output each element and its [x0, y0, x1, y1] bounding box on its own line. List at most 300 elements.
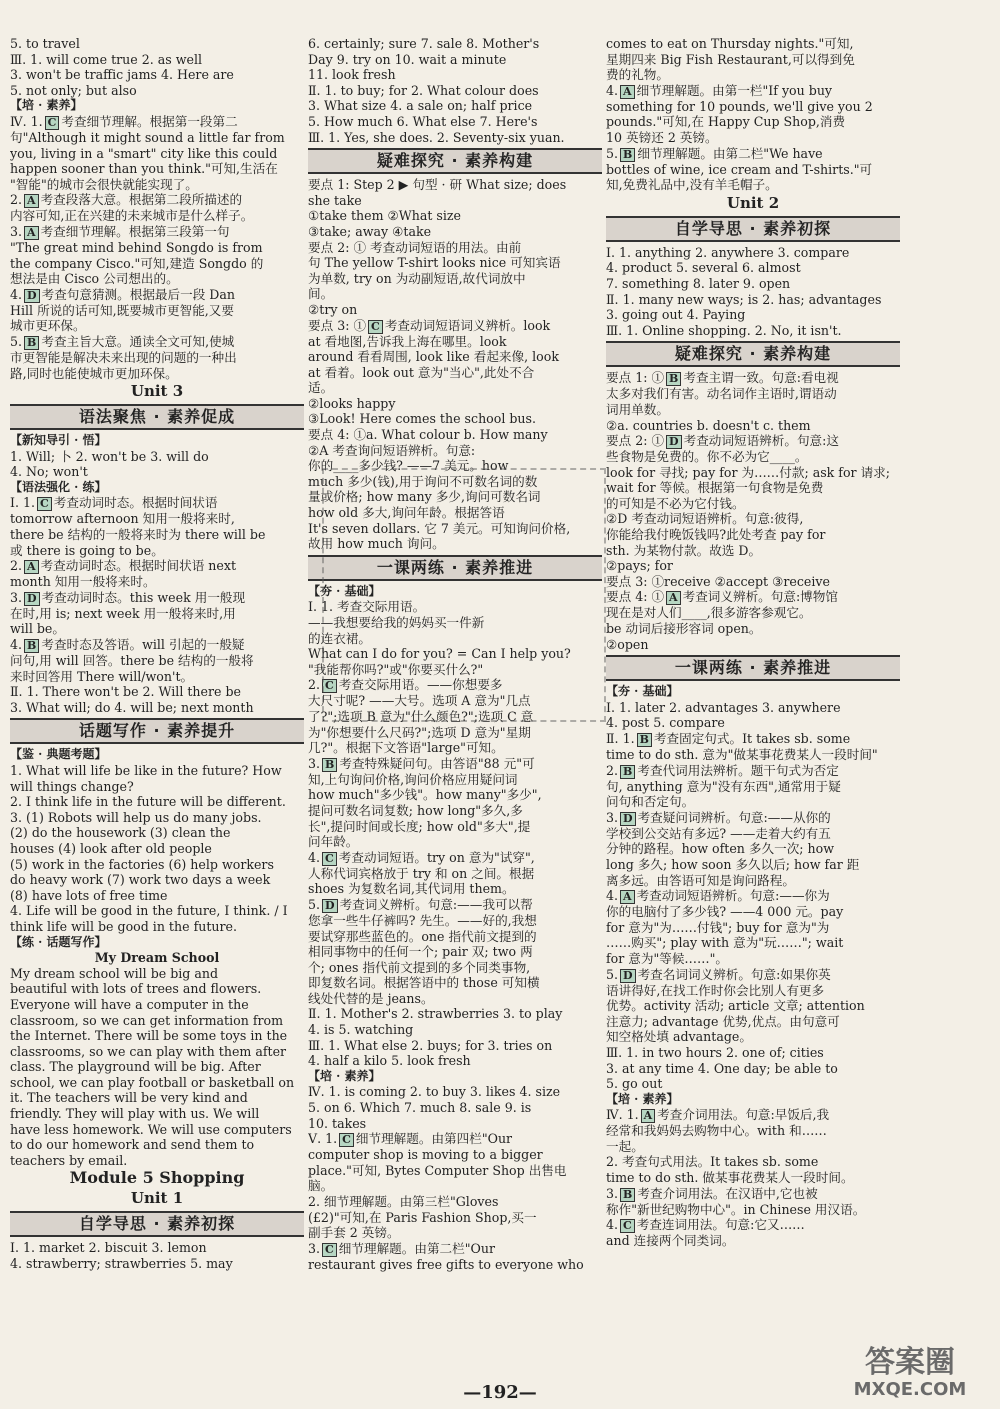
question-number: 5. — [10, 333, 23, 349]
text-line: to do our homework and send them to — [10, 1137, 255, 1153]
answer-line — [10, 637, 304, 653]
text-line: It's seven dollars. 它 7 美元。可知询问价格, — [308, 520, 571, 536]
text-line: how much"多少钱"。how many"多少", — [308, 787, 542, 803]
answer-choice-badge: C — [322, 1243, 337, 1257]
answer-line — [606, 967, 900, 983]
text-line: "智能"的城市会很快就能实现了。 — [10, 176, 198, 192]
question-number: 5. — [606, 145, 619, 161]
text-line: how old 多大,询问年龄。根据答语 — [308, 505, 505, 521]
explanation-text: 考查名词词义辨析。句意:如果你英 — [637, 966, 831, 982]
text-line: 4. half a kilo 5. look fresh — [308, 1053, 471, 1069]
section-banner: 自学导思 · 素养初探 — [10, 1211, 304, 1237]
text-line: will things change? — [10, 778, 134, 794]
text-line: beautiful with lots of trees and flowers. — [10, 981, 262, 997]
text-line: Ⅲ. 1. will come true 2. as well — [10, 51, 202, 67]
text-line: 为"你想要什么尺码?";选项 D 意为"星期 — [308, 724, 531, 740]
section-banner: 疑难探究 · 素养构建 — [308, 148, 602, 174]
text-line: 量或价格; how many 多少,询问可数名词 — [308, 489, 541, 505]
explanation-text: 考查动词短语词义辨析。look — [384, 317, 551, 333]
text-line: time to do sth. 意为"做某事花费某人一段时间" — [606, 747, 878, 762]
text-line: ③Look! Here comes the school bus. — [308, 411, 537, 427]
answer-line — [10, 495, 304, 511]
answer-choice-badge: B — [637, 733, 652, 747]
explanation-text: 考查动词时态。根据时间状语 next — [40, 558, 237, 574]
text-line: Ⅳ. 1. is coming 2. to buy 3. likes 4. size — [308, 1084, 561, 1100]
explanation-text: 考查固定句式。It takes sb. some — [653, 731, 851, 746]
answer-choice-badge: A — [24, 194, 39, 208]
text-line: 副手套 2 英镑。 — [308, 1225, 400, 1241]
text-line: 5. How much 6. What else 7. Here's — [308, 113, 538, 129]
answer-line — [308, 1241, 602, 1257]
text-line: Ⅱ. 1. There won't be 2. Will there be — [10, 684, 241, 700]
text-line: Ⅰ. 1. later 2. advantages 3. anywhere — [606, 699, 841, 715]
text-line: 知,免费礼品中,没有羊毛帽子。 — [606, 177, 778, 193]
answer-choice-badge: C — [322, 852, 337, 866]
question-number: 2. — [10, 558, 23, 574]
text-line: 内容可知,正在兴建的未来城市是什么样子。 — [10, 208, 254, 224]
text-line: Ⅱ. 1. to buy; for 2. What colour does — [308, 82, 539, 98]
text-line: 3. What will; do 4. will be; next month — [10, 699, 254, 715]
text-line: friendly. They will play with us. We will — [10, 1106, 260, 1122]
text-line: (8) have lots of free time — [10, 887, 168, 903]
explanation-text: 考查时态及答语。will 引起的一般疑 — [41, 637, 245, 653]
text-line: 故用 how much 询问。 — [308, 536, 445, 552]
question-number: 3. — [606, 809, 619, 825]
text-line: 问年龄。 — [308, 834, 359, 850]
answer-choice-badge: D — [620, 969, 636, 983]
text-line: 要点 1: Step 2 ▶ 句型 · 研 What size; does — [308, 177, 567, 193]
text-line: Hill 所说的话可知,既要城市更智能,又要 — [10, 302, 234, 318]
section-banner: 语法聚焦 · 素养促成 — [10, 404, 304, 430]
text-line: "我能帮你吗?"或"你要买什么?" — [308, 661, 484, 677]
answer-line — [606, 1186, 900, 1202]
question-number: 4. — [10, 637, 23, 653]
answer-choice-badge: B — [24, 336, 39, 350]
text-line: 4. post 5. compare — [606, 715, 725, 731]
text-line: 2. 考查句式用法。It takes sb. some — [606, 1154, 819, 1170]
answer-line — [10, 590, 304, 606]
question-number: 5. — [308, 896, 321, 912]
text-line: Ⅱ. 1. many new ways; is 2. has; advantages — [606, 291, 882, 307]
question-number: 3. — [308, 1240, 321, 1256]
text-line: 3. What size 4. a sale on; half price — [308, 98, 533, 114]
text-line: 句, anything 意为"没有东西",通常用于疑 — [606, 778, 841, 794]
answer-choice-badge: C — [37, 497, 52, 511]
section-banner: 话题写作 · 素养提升 — [10, 718, 304, 744]
explanation-text: 考查代词用法辨析。题干句式为否定 — [637, 762, 839, 778]
text-line: 你能给我付晚饭钱吗?此处考查 pay for — [606, 527, 826, 543]
text-line: 大尺寸呢? ——大号。选项 A 意为"几点 — [308, 693, 531, 709]
explanation-text: 考查词义辨析。句意:——我可以帮 — [339, 896, 533, 912]
unit-heading: Unit 1 — [130, 1189, 184, 1208]
text-line: 太多对我们有害。动名词作主语时,谓语动 — [606, 386, 837, 402]
text-line: 为单数, try on 为动副短语,故代词放中 — [308, 270, 526, 286]
text-line: school, we can play football or basketball on — [10, 1074, 295, 1090]
text-line: 知空格处填 advantage。 — [606, 1029, 752, 1045]
explanation-text: 考查连词用法。句意:它又…… — [636, 1217, 805, 1233]
answer-choice-badge: B — [620, 148, 635, 162]
text-line: 个; ones 指代前文提到的多个同类事物, — [308, 959, 531, 975]
text-line: 在时,用 is; next week 用一般将来时,用 — [10, 605, 236, 621]
subsection-label: 【夯 · 基础】 — [308, 583, 381, 598]
text-line: have less homework. We will use computers — [10, 1121, 292, 1137]
text-line: ……购买"; play with 意为"玩……"; wait — [606, 935, 844, 951]
answer-line — [308, 318, 602, 334]
watermark-logo — [830, 1346, 990, 1400]
text-line: 来时回答用 There will/won't。 — [10, 668, 194, 684]
text-line: (2) do the housework (3) clean the — [10, 825, 231, 841]
text-line: Day 9. try on 10. wait a minute — [308, 51, 507, 67]
text-line: be 动词后接形容词 open。 — [606, 621, 762, 637]
question-number: 3. — [606, 1185, 619, 1201]
answer-line — [10, 224, 304, 240]
text-line: 离多远。由答语可知是询问路程。 — [606, 872, 795, 888]
text-line: 问句,用 will 回答。there be 结构的一般将 — [10, 653, 254, 669]
subsection-label: 【夯 · 基础】 — [606, 684, 679, 699]
subsection-label: 【鉴 · 典题考题】 — [10, 747, 107, 762]
text-line: 一起。 — [606, 1138, 644, 1154]
answer-choice-badge: C — [339, 1133, 354, 1147]
answer-line — [606, 1107, 900, 1123]
text-line: ①take them ②What size — [308, 208, 462, 224]
text-line: Ⅲ. 1. Yes, she does. 2. Seventy-six yuan. — [308, 129, 565, 145]
answer-line — [308, 897, 602, 913]
text-line: 人称代词宾格放于 try 和 on 之间。根据 — [308, 865, 535, 881]
answer-choice-badge: A — [620, 890, 635, 904]
text-line: comes to eat on Thursday nights."可知, — [606, 36, 854, 51]
question-number: 4. — [10, 286, 23, 302]
text-line: 市更智能是解决未来出现的问题的一种出 — [10, 349, 237, 365]
text-line: time to do sth. 做某事花费某人一段时间。 — [606, 1170, 854, 1186]
answer-line — [606, 146, 900, 162]
text-line: ②try on — [308, 301, 358, 317]
text-line: 3. won't be traffic jams 4. Here are — [10, 67, 234, 83]
question-number: 3. — [10, 223, 23, 239]
question-number: Ⅱ. 1. — [606, 731, 635, 746]
unit-heading: Unit 2 — [726, 193, 780, 212]
text-line: wait for 等候。根据第一句食物是免费 — [606, 480, 824, 496]
answer-line — [606, 888, 900, 904]
explanation-text: 考查动词短语。try on 意为"试穿", — [338, 849, 535, 865]
text-line: 3. going out 4. Paying — [606, 307, 746, 323]
explanation-text: 考查动词短语辨析。句意:这 — [683, 433, 839, 449]
text-line: she take — [308, 192, 362, 208]
text-line: ②open — [606, 636, 649, 652]
text-line: 10 英镑还 2 英镑。 — [606, 129, 718, 145]
explanation-text: 考查主旨大意。通读全文可知,使城 — [41, 333, 235, 349]
question-number: 要点 1: ① — [606, 370, 665, 386]
answer-line — [606, 763, 900, 779]
subsection-label: 【培 · 素养】 — [308, 1068, 381, 1083]
text-line: 或 there is going to be。 — [10, 542, 164, 558]
subsection-label: 【新知导引 · 悟】 — [10, 433, 107, 448]
text-line: Ⅰ. 1. anything 2. anywhere 3. compare — [606, 244, 850, 260]
answer-choice-badge: C — [368, 320, 383, 334]
question-number: 5. — [606, 966, 619, 982]
answer-line — [606, 589, 900, 605]
answer-line — [606, 1217, 900, 1233]
text-line: at 看地图,告诉我上海在哪里。look — [308, 333, 507, 349]
section-banner: 一课两练 · 素养推进 — [308, 555, 602, 581]
text-line: 2. I think life in the future will be different. — [10, 794, 286, 810]
text-line: class. The playground will be big. After — [10, 1059, 261, 1075]
text-line: do heavy work (7) work two days a week — [10, 872, 271, 888]
answer-choice-badge: D — [620, 812, 636, 826]
question-number: 4. — [308, 849, 321, 865]
question-number: Ⅴ. 1. — [308, 1131, 338, 1147]
text-line: something for 10 pounds, we'll give you 2 — [606, 98, 873, 114]
text-line: 4. product 5. several 6. almost — [606, 260, 801, 276]
text-line: you, living in a "smart" city like this could — [10, 145, 278, 161]
text-line: ②A 考查询问短语辨析。句意: — [308, 442, 476, 458]
question-number: 要点 4: ① — [606, 589, 665, 605]
explanation-text: 考查动词时态。this week 用一般现 — [41, 589, 246, 605]
subsection-label: 【语法强化 · 练】 — [10, 479, 107, 494]
text-line: 长",提问时间或长度; how old"多大",提 — [308, 818, 531, 834]
section-banner: 自学导思 · 素养初探 — [606, 216, 900, 242]
text-line: Ⅲ. 1. What else 2. buys; for 3. tries on — [308, 1037, 553, 1053]
answer-line — [606, 731, 900, 747]
text-line: ②pays; for — [606, 558, 673, 574]
text-line: 想法是由 Cisco 公司想出的。 — [10, 271, 179, 287]
text-line: 6. certainly; sure 7. sale 8. Mother's — [308, 36, 540, 51]
text-line: at 看着。look out 意为"当心",此处不合 — [308, 364, 535, 380]
question-number: 2. — [606, 762, 619, 778]
answer-choice-badge: A — [24, 226, 39, 240]
answer-line — [10, 287, 304, 303]
text-line: (£2)"可知,在 Paris Fashion Shop,买一 — [308, 1209, 537, 1225]
explanation-text: 细节理解题。由第四栏"Our — [355, 1131, 513, 1147]
answer-line — [10, 334, 304, 350]
module-heading: Module 5 Shopping — [69, 1168, 245, 1188]
essay-title: My Dream School — [94, 950, 220, 966]
watermark-url: MXQE.COM — [853, 1379, 967, 1400]
text-line: ——我想要给我的妈妈买一件新 — [308, 615, 485, 630]
text-line: 10. takes — [308, 1115, 367, 1131]
answer-choice-badge: A — [666, 591, 681, 605]
explanation-text: 细节理解题。由第二栏"Our — [338, 1240, 495, 1256]
explanation-text: 考查交际用语。——你想要多 — [338, 677, 503, 693]
text-line: 几?"。根据下文答语"large"可知。 — [308, 740, 504, 756]
text-line: classrooms, so we can play with them after — [10, 1043, 287, 1059]
answer-choice-badge: D — [24, 592, 40, 606]
explanation-text: 细节理解题。由第一栏"If you buy — [636, 82, 833, 98]
text-line: 知,上句询问价格,询问价格应用疑问词 — [308, 771, 518, 787]
answer-choice-badge: A — [641, 1109, 656, 1123]
subsection-label: 【培 · 素养】 — [606, 1091, 679, 1106]
text-line: 些食物是免费的。你不必为它____。 — [606, 449, 808, 465]
text-line: Ⅱ. 1. Mother's 2. strawberries 3. to play — [308, 1006, 563, 1022]
text-line: Ⅰ. 1. 考查交际用语。 — [308, 599, 426, 615]
text-line: place."可知, Bytes Computer Shop 出售电 — [308, 1162, 567, 1178]
explanation-text: 考查动词短语辨析。句意:——你为 — [636, 888, 830, 904]
column-right — [606, 36, 900, 1249]
explanation-text: 考查段落大意。根据第二段所描述的 — [40, 192, 243, 208]
answer-choice-badge: B — [620, 765, 635, 779]
answer-line — [10, 114, 304, 130]
text-line: shoes 为复数名词,其代词用 them。 — [308, 881, 515, 897]
explanation-text: 考查动词时态。根据时间状语 — [53, 495, 218, 511]
explanation-text: 考查细节理解。根据第一段第二 — [61, 113, 238, 129]
answer-choice-badge: A — [24, 560, 39, 574]
answer-line — [308, 1131, 602, 1147]
text-line: 经常和我妈妈去购物中心。with 和…… — [606, 1123, 827, 1139]
text-line: 提问可数名词复数; how long"多久,多 — [308, 802, 523, 818]
text-line: teachers by email. — [10, 1152, 128, 1168]
text-line: think life will be good in the future. — [10, 918, 237, 934]
answer-choice-badge: D — [322, 899, 338, 913]
text-line: 现在是对人们____,很多游客参观它。 — [606, 605, 812, 621]
text-line: 句 The yellow T-shirt looks nice 可知宾语 — [308, 255, 561, 271]
text-line: 问句和否定句。 — [606, 794, 695, 810]
text-line: ③take; away ④take — [308, 223, 432, 239]
text-line: 要点 3: ①receive ②accept ③receive — [606, 573, 830, 589]
text-line: bottles of wine, ice cream and T-shirts."可 — [606, 161, 873, 177]
answer-line — [606, 433, 900, 449]
text-line: 称作"新世纪购物中心"。in Chinese 用汉语。 — [606, 1201, 866, 1217]
subsection-label: 【培 · 素养】 — [10, 98, 83, 113]
question-number: 4. — [606, 1217, 619, 1233]
text-line: ②D 考查动词短语辨析。句意:彼得, — [606, 511, 804, 527]
text-line: Ⅰ. 1. market 2. biscuit 3. lemon — [10, 1240, 207, 1256]
answer-choice-badge: D — [24, 289, 40, 303]
text-line: 4. No; won't — [10, 464, 88, 480]
text-line: happen sooner than you think."可知,生活在 — [10, 161, 278, 177]
text-line: around 看看周围, look like 看起来像, look — [308, 349, 559, 365]
text-line: Ⅲ. 1. Online shopping. 2. No, it isn't. — [606, 322, 842, 338]
text-line: 1. What will life be like in the future? How — [10, 763, 282, 778]
column-left — [10, 36, 304, 1272]
answer-line — [10, 558, 304, 574]
question-number: 要点 2: ① — [606, 433, 665, 449]
explanation-text: 考查介词用法。在汉语中,它也被 — [637, 1185, 818, 1201]
answer-line — [308, 756, 602, 772]
text-line: sth. 为某物付款。故选 D。 — [606, 542, 762, 558]
stamp-overlay — [322, 468, 606, 722]
text-line: ②a. countries b. doesn't c. them — [606, 417, 811, 433]
answer-line — [606, 83, 900, 99]
text-line: 你的电脑付了多少钱? ——4 000 元。pay — [606, 904, 844, 920]
text-line: Everyone will have a computer in the — [10, 996, 249, 1012]
text-line: 3. (1) Robots will help us do many jobs. — [10, 809, 262, 825]
text-line: 5. not only; but also — [10, 82, 137, 98]
text-line: much 多少(钱),用于询问不可数名词的数 — [308, 473, 538, 489]
text-line: and 连接两个同类词。 — [606, 1233, 735, 1249]
text-line: 相同事物中的任何一个; pair 双; two 两 — [308, 944, 533, 960]
text-line: will be。 — [10, 621, 65, 637]
answer-choice-badge: D — [666, 435, 682, 449]
text-line: (5) work in the factories (6) help workers — [10, 856, 274, 872]
question-number: 4. — [606, 82, 619, 98]
text-line: houses (4) look after old people — [10, 840, 212, 856]
text-line: 4. Life will be good in the future, I think. / I — [10, 903, 288, 919]
text-line: 要点 2: ① 考查动词短语的用法。由前 — [308, 239, 522, 255]
text-line: 间。 — [308, 286, 334, 302]
text-line: 4. strawberry; strawberries 5. may — [10, 1256, 233, 1272]
text-line: "The great mind behind Songdo is from — [10, 239, 263, 255]
text-line: 费的礼物。 — [606, 67, 669, 83]
explanation-text: 细节理解题。由第二栏"We have — [637, 145, 823, 161]
text-line: computer shop is moving to a bigger — [308, 1147, 543, 1163]
text-line: 要试穿那些蓝色的。one 指代前文提到的 — [308, 928, 537, 944]
answer-choice-badge: C — [45, 116, 60, 130]
text-line: My dream school will be big and — [10, 965, 219, 981]
text-line: month 知用一般将来时。 — [10, 574, 156, 590]
text-line: ②looks happy — [308, 395, 396, 411]
answer-choice-badge: C — [322, 679, 337, 693]
text-line: the company Cisco."可知,建造 Songdo 的 — [10, 255, 264, 271]
text-line: 您拿一些牛仔裤吗? 先生。——好的,我想 — [308, 912, 537, 928]
text-line: 3. at any time 4. One day; be able to — [606, 1060, 838, 1076]
text-line: 了?";选项 B 意为"什么颜色?";选项 C 意 — [308, 708, 534, 724]
question-number: 要点 3: ① — [308, 317, 367, 333]
text-line: What can I do for you? = Can I help you? — [308, 646, 571, 662]
text-line: 5. on 6. Which 7. much 8. sale 9. is — [308, 1100, 532, 1116]
text-line: 星期四来 Big Fish Restaurant,可以得到免 — [606, 51, 855, 67]
section-banner: 疑难探究 · 素养构建 — [606, 341, 900, 367]
text-line: pounds."可知,在 Happy Cup Shop,消费 — [606, 114, 846, 130]
text-line: 句"Although it might sound a little far from — [10, 129, 285, 145]
question-number: Ⅳ. 1. — [606, 1107, 639, 1123]
text-line: 分钟的路程。how often 多久一次; how — [606, 841, 835, 857]
text-line: 学校到公交站有多远? ——走着大约有五 — [606, 825, 831, 841]
text-line: for 意为"等候……"。 — [606, 950, 729, 966]
text-line: 语讲得好,在找工作时你会比别人有更多 — [606, 982, 825, 998]
text-line: 7. something 8. later 9. open — [606, 275, 791, 291]
explanation-text: 考查词义辨析。句意:博物馆 — [682, 589, 838, 605]
text-line: it. The teachers will be very kind and — [10, 1090, 248, 1106]
section-banner: 一课两练 · 素养推进 — [606, 655, 900, 681]
text-line: long 多久; how soon 多久以后; how far 距 — [606, 856, 860, 872]
text-line: 路,同时也能使城市更加环保。 — [10, 365, 178, 381]
text-line: tomorrow afternoon 知用一般将来时, — [10, 511, 235, 527]
question-number: Ⅳ. 1. — [10, 113, 43, 129]
watermark-logo-text: 答案圈 — [865, 1345, 955, 1380]
question-number: 3. — [10, 589, 23, 605]
text-line: 你的____多少钱? ——7 美元。how — [308, 458, 509, 474]
text-line: 适。 — [308, 380, 334, 396]
text-line: the Internet. There will be some toys in the — [10, 1028, 288, 1044]
answer-line — [308, 850, 602, 866]
text-line: 的连衣裙。 — [308, 630, 371, 646]
text-line: for 意为"为……付钱"; buy for 意为"为 — [606, 919, 830, 935]
text-line: Ⅲ. 1. in two hours 2. one of; cities — [606, 1044, 824, 1060]
subsection-label: 【练 · 话题写作】 — [10, 934, 107, 949]
explanation-text: 考查主谓一致。句意:看电视 — [683, 370, 839, 386]
question-number: 4. — [606, 888, 619, 904]
question-number: 2. — [10, 192, 23, 208]
text-line: 2. 细节理解题。由第三栏"Gloves — [308, 1194, 499, 1209]
answer-choice-badge: B — [666, 372, 681, 386]
question-number: 3. — [308, 755, 321, 771]
text-line: 要点 4: ①a. What colour b. How many — [308, 427, 548, 443]
text-line: 脑。 — [308, 1178, 334, 1194]
text-line: 11. look fresh — [308, 67, 396, 83]
text-line: 5. go out — [606, 1076, 663, 1092]
answer-line — [10, 192, 304, 208]
text-line: 城市更环保。 — [10, 318, 86, 334]
explanation-text: 考查疑问词辨析。句意:——从你的 — [637, 809, 831, 825]
page-number: —192— — [463, 1382, 537, 1403]
text-line: 5. to travel — [10, 36, 80, 51]
explanation-text: 考查介词用法。句意:早饭后,我 — [657, 1107, 830, 1123]
text-line: restaurant gives free gifts to everyone who — [308, 1256, 584, 1272]
answer-choice-badge: B — [620, 1188, 635, 1202]
answer-choice-badge: B — [24, 639, 39, 653]
text-line: 词用单数。 — [606, 401, 669, 417]
explanation-text: 考查句意猜测。根据最后一段 Dan — [41, 286, 236, 302]
text-line: 的可知是不必为它付钱。 — [606, 495, 745, 511]
